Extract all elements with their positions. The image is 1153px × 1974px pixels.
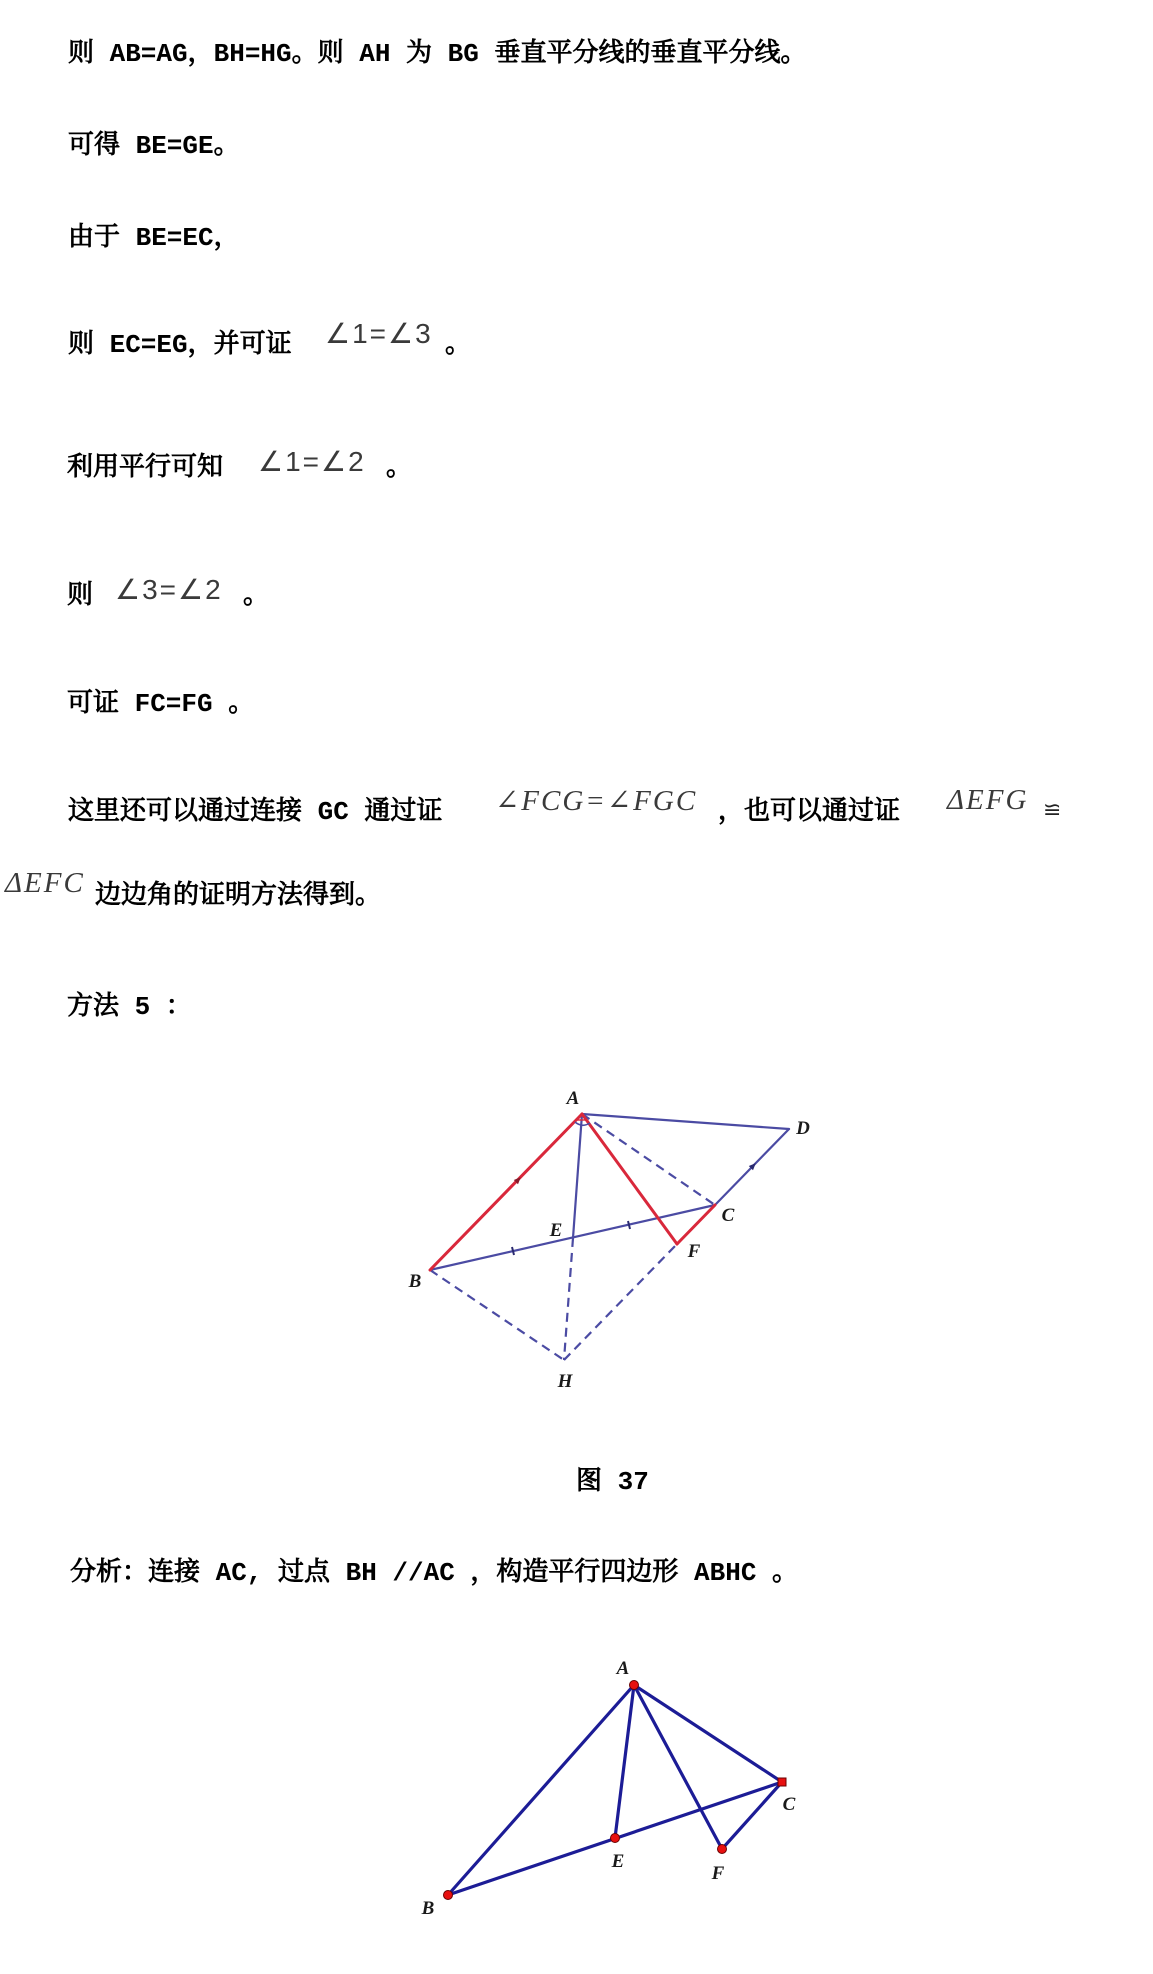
analysis-paragraph: 分析：连接 AC, 过点 BH //AC ，构造平行四边形 ABHC 。	[70, 1558, 799, 1588]
segment-ae	[573, 1114, 582, 1238]
line-text: 利用平行可知	[67, 453, 224, 483]
segment-ba-red	[430, 1114, 582, 1270]
segment-ae	[615, 1685, 634, 1838]
figure-caption: 图 37	[576, 1467, 649, 1497]
line-punctuation: 。	[386, 453, 413, 483]
paragraph-perpendicular-bisector: 则 AB=AG，BH=HG。则 AH 为 BG 垂直平分线的垂直平分线。	[68, 39, 807, 69]
line-text: 则	[67, 581, 94, 611]
analysis-diagram	[410, 1650, 810, 1930]
point-label-e: E	[611, 1851, 625, 1872]
point-label-b: B	[408, 1271, 422, 1292]
point-label-h: H	[557, 1371, 573, 1392]
math-formula: ∠FCG=∠FGC	[495, 785, 698, 817]
point-b-dot	[444, 1891, 453, 1900]
point-label-a: A	[616, 1658, 630, 1679]
equal-tick-mark-icon	[628, 1221, 630, 1229]
segment-ad	[582, 1114, 789, 1129]
point-label-c: C	[782, 1794, 796, 1815]
segment-bh-dashed	[430, 1270, 564, 1360]
point-label-e: E	[549, 1220, 563, 1241]
math-formula: ΔEFG	[947, 784, 1029, 816]
paragraph-fc-equals-fg: 可证 FC=FG 。	[67, 689, 255, 719]
line-text: 这里还可以通过连接 GC 通过证	[68, 797, 443, 827]
segment-af	[634, 1685, 722, 1849]
congruent-symbol: ≌	[1043, 798, 1062, 823]
segment-fc-red	[677, 1205, 715, 1244]
point-label-a: A	[566, 1088, 580, 1109]
point-f-dot	[718, 1845, 727, 1854]
point-a-dot	[630, 1681, 639, 1690]
line-punctuation: 。	[243, 581, 270, 611]
math-formula: ∠1=∠3	[325, 318, 433, 349]
line-text: ，也可以通过证	[718, 797, 901, 827]
math-formula: ∠3=∠2	[115, 574, 223, 605]
math-formula: ∠1=∠2	[258, 446, 366, 477]
paragraph-be-equals-ge: 可得 BE=GE。	[68, 131, 240, 161]
point-label-c: C	[721, 1205, 735, 1226]
point-label-d: D	[796, 1118, 810, 1139]
point-label-f: F	[687, 1241, 701, 1262]
line-punctuation: 。	[445, 330, 472, 360]
math-formula: ΔEFC	[5, 867, 85, 899]
paragraph-be-equals-ec: 由于 BE=EC，	[68, 223, 240, 253]
line-text: 边边角的证明方法得到。	[95, 881, 382, 911]
point-e-dot	[611, 1834, 620, 1843]
method-heading: 方法 5 ：	[67, 992, 192, 1022]
point-label-b: B	[421, 1898, 435, 1919]
point-label-f: F	[711, 1863, 725, 1884]
line-text: 则 EC=EG，并可证	[68, 330, 292, 360]
segment-hf-dashed	[564, 1244, 677, 1360]
equal-tick-mark-icon	[512, 1247, 514, 1255]
point-c-dot	[778, 1778, 786, 1786]
segment-eh-dashed	[564, 1238, 573, 1360]
figure-37-diagram	[395, 1080, 825, 1400]
segment-ac	[634, 1685, 782, 1782]
segment-ac-dashed	[582, 1114, 715, 1205]
